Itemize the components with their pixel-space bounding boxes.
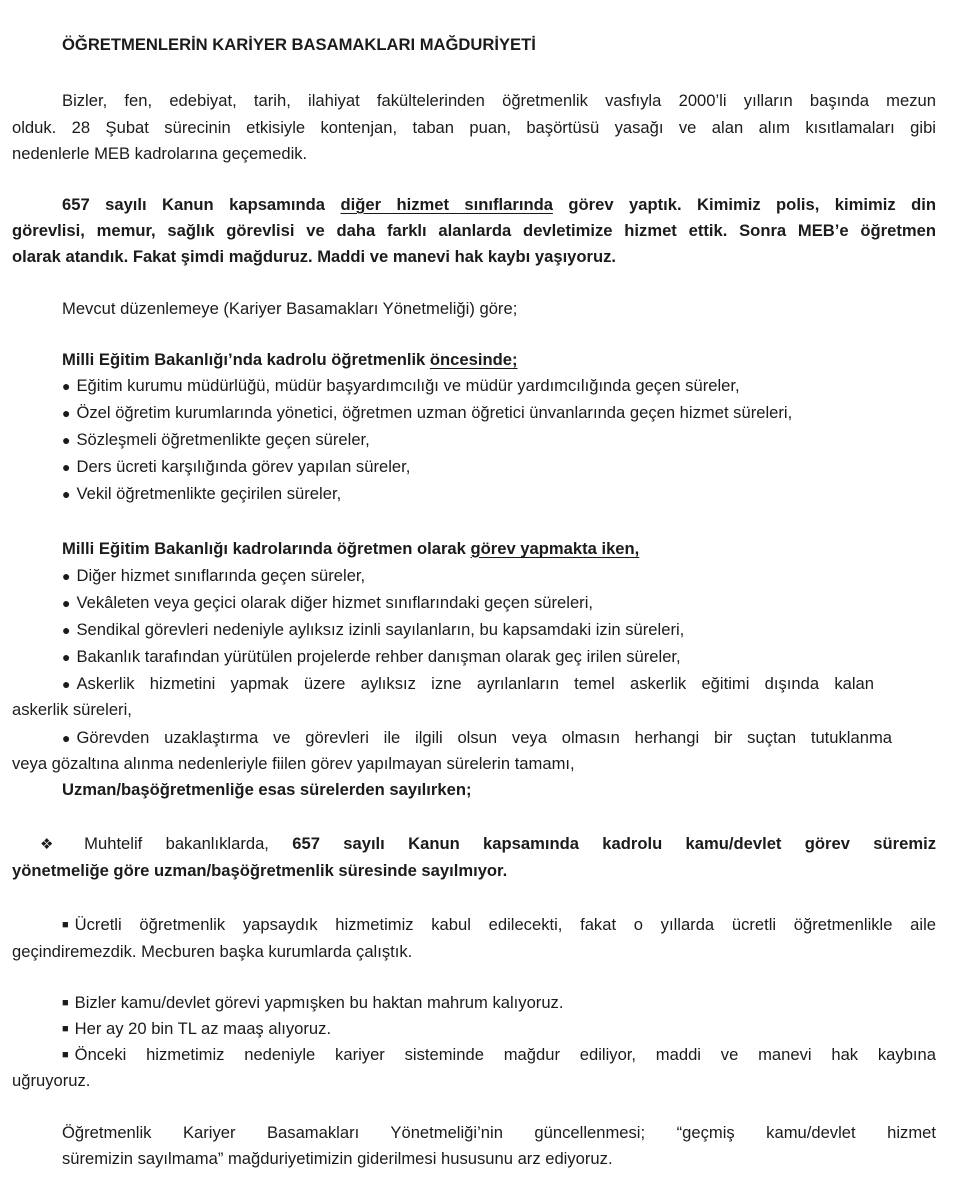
before-item	[62, 428, 370, 452]
bullet-square-icon: ■	[62, 1023, 69, 1035]
grievance-item-text: Bizler kamu/devlet görevi yapmışken bu haktan mahrum kalıyoruz.	[74, 993, 564, 1012]
regulation-intro: Mevcut düzenlemeye (Kariyer Basamakları Yönetmeliği) göre;	[62, 299, 518, 318]
ministries-text-bold: 657 sayılı Kanun kapsamında kadrolu kamu/devlet görev süremiz	[292, 834, 937, 853]
during-item-6-line-1	[62, 726, 892, 750]
law-657-line-2: görevlisi, memur, sağlık görevlisi ve daha farklı alanlarda devletimize hizmet ettik. Sonra MEB’e öğretmen	[12, 221, 936, 240]
bullet-dot-icon: ●	[62, 378, 71, 394]
before-item	[62, 482, 341, 506]
during-item	[62, 618, 684, 642]
during-item	[62, 645, 681, 669]
bullet-square-icon: ■	[62, 1049, 69, 1061]
law-657-text-cont: görev yaptık. Kimimiz polis, kimimiz din	[552, 195, 936, 214]
before-item-text: Özel öğretim kurumlarında yönetici, öğretmen uzman öğretici ünvanlarında geçen hizmet süreleri,	[76, 403, 793, 422]
bullet-dot-icon: ●	[62, 486, 71, 502]
before-item-text: Vekil öğretmenlikte geçirilen süreler,	[76, 484, 342, 503]
paid-teaching-line-2: geçindiremezdik. Mecburen başka kurumlarda çalıştık.	[12, 942, 413, 961]
during-item-text: Sendikal görevleri nedeniyle aylıksız izinli sayılanların, bu kapsamdaki izin süreleri,	[76, 620, 685, 639]
law-657-underlined: diğer hizmet sınıflarında	[340, 195, 553, 214]
diamond-bullet-icon: ❖	[40, 836, 73, 853]
during-item	[62, 564, 365, 588]
during-item-text: Bakanlık tarafından yürütülen projelerde rehber danışman olarak geç irilen süreler,	[76, 647, 681, 666]
intro-line-1: Bizler, fen, edebiyat, tarih, ilahiyat fakültelerinden öğretmenlik vasfıyla 2000’li yılların başında mezun	[62, 91, 936, 110]
during-closing: Uzman/başöğretmenliğe esas sürelerden sayılırken;	[62, 780, 472, 799]
bullet-square-icon: ■	[62, 919, 69, 931]
conclusion-line-2: süremizin sayılmama” mağduriyetimizin giderilmesi hususunu arz ediyoruz.	[62, 1149, 613, 1168]
before-heading	[62, 348, 518, 372]
bullet-dot-icon: ●	[62, 432, 71, 448]
intro-line-3: nedenlerle MEB kadrolarına geçemedik.	[12, 144, 308, 163]
grievance-item-text: Önceki hizmetimiz nedeniyle kariyer sisteminde mağdur ediliyor, maddi ve manevi hak kaybına	[74, 1045, 936, 1064]
during-heading-underlined: görev yapmakta iken,	[470, 539, 640, 558]
intro-line-2: olduk. 28 Şubat sürecinin etkisiyle kontenjan, taban puan, başörtüsü yasağı ve alan alım kısıtlamaları gibi	[12, 118, 936, 137]
before-item	[62, 374, 740, 398]
law-657-line-3: olarak atandık. Fakat şimdi mağduruz. Maddi ve manevi hak kaybı yaşıyoruz.	[12, 247, 617, 266]
bullet-dot-icon: ●	[62, 405, 71, 421]
before-heading-underlined: öncesinde;	[429, 350, 518, 369]
ministries-line-2: yönetmeliğe göre uzman/başöğretmenlik süresinde sayılmıyor.	[12, 861, 508, 880]
bullet-dot-icon: ●	[62, 649, 71, 665]
bullet-square-icon: ■	[62, 997, 69, 1009]
grievance-item-text: Her ay 20 bin TL az maaş alıyoruz.	[74, 1019, 332, 1038]
during-heading-text: Milli Eğitim Bakanlığı kadrolarında öğretmen olarak	[62, 539, 471, 558]
bullet-dot-icon: ●	[62, 676, 71, 692]
during-item-text: Görevden uzaklaştırma ve görevleri ile ilgili olsun veya olmasın herhangi bir suçtan tutuklanma	[76, 728, 892, 747]
bullet-dot-icon: ●	[62, 459, 71, 475]
document-title: ÖĞRETMENLERİN KARİYER BASAMAKLARI MAĞDURİYETİ	[62, 35, 536, 54]
bullet-dot-icon: ●	[62, 622, 71, 638]
during-item-text: Askerlik hizmetini yapmak üzere aylıksız izne ayrılanların temel askerlik eğitimi dışında kalan	[76, 674, 874, 693]
ministries-text: Muhtelif bakanlıklarda,	[84, 834, 293, 853]
before-item-text: Sözleşmeli öğretmenlikte geçen süreler,	[76, 430, 370, 449]
during-item-5-line-1	[62, 672, 874, 696]
bullet-dot-icon: ●	[62, 595, 71, 611]
paid-teaching-text: Ücretli öğretmenlik yapsaydık hizmetimiz kabul edilecekti, fakat o yıllarda ücretli öğretmenlikle aile	[74, 915, 936, 934]
grievance-item-3-line-1	[62, 1043, 936, 1067]
bullet-dot-icon: ●	[62, 730, 71, 746]
law-657-text: 657 sayılı Kanun kapsamında	[62, 195, 341, 214]
before-item	[62, 455, 410, 479]
during-item-text: Diğer hizmet sınıflarında geçen süreler,	[76, 566, 366, 585]
during-item-text: Vekâleten veya geçici olarak diğer hizmet sınıflarındaki geçen süreleri,	[76, 593, 593, 612]
before-item-text: Ders ücreti karşılığında görev yapılan süreler,	[76, 457, 411, 476]
law-657-line-1	[62, 193, 936, 217]
grievance-item-3-line-2: uğruyoruz.	[12, 1071, 91, 1090]
before-heading-text: Milli Eğitim Bakanlığı’nda kadrolu öğretmenlik	[62, 350, 430, 369]
paid-teaching-line-1	[62, 913, 936, 937]
during-item-6-line-2: veya gözaltına alınma nedenleriyle fiilen görev yapılmayan sürelerin tamamı,	[12, 754, 575, 773]
during-heading	[62, 537, 639, 561]
bullet-dot-icon: ●	[62, 568, 71, 584]
grievance-item	[62, 1017, 331, 1041]
conclusion-line-1: Öğretmenlik Kariyer Basamakları Yönetmeliği’nin güncellenmesi; “geçmiş kamu/devlet hizmet	[62, 1123, 936, 1142]
before-item-text: Eğitim kurumu müdürlüğü, müdür başyardımcılığı ve müdür yardımcılığında geçen süreler,	[76, 376, 740, 395]
during-item-5-line-2: askerlik süreleri,	[12, 700, 132, 719]
ministries-line-1	[40, 832, 936, 856]
grievance-item	[62, 991, 563, 1015]
during-item	[62, 591, 593, 615]
before-item	[62, 401, 792, 425]
